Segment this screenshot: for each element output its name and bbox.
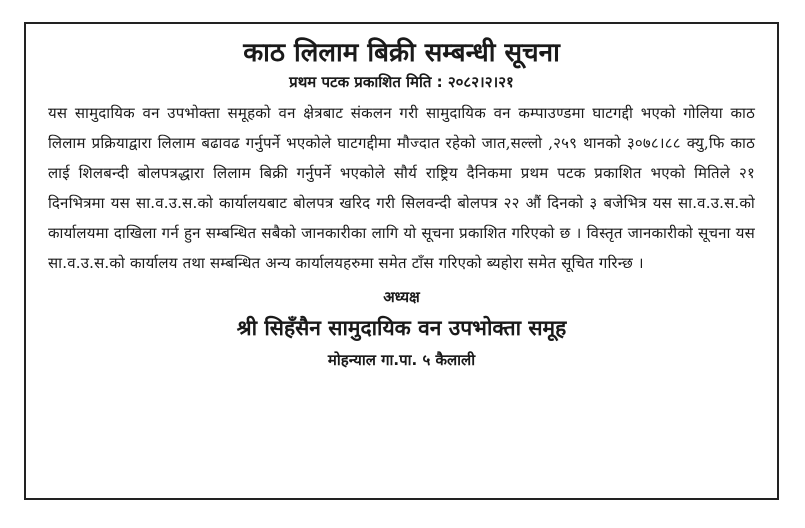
notice-title: काठ लिलाम बिक्री सम्बन्धी सूचना — [243, 38, 560, 68]
notice-body: यस सामुदायिक वन उपभोक्ता समूहको वन क्षेत्रबाट संकलन गरी सामुदायिक वन कम्पाउण्डमा घाटगद्दी भएको गोलिया काठ लिलाम प्रक्रियाद्वारा लिलाम बढावढ गर्नुपर्ने भएकोले घाटगद्दीमा मौज्दात रहेको जात,सल्लो ,२५९ थानको ३०७८।८८ क्यु,फि काठ लाई शिलबन्दी बोलपत्रद्धारा लिलाम बिक्री गर्नुपर्ने भएकोले सौर्य राष्ट्रिय दैनिकमा प्रथम पटक प्रकाशित भएको मितिले २१ दिनभित्रमा यस सा.व.उ.स.को कार्यालयबाट बोलपत्र खरिद गरी सिलवन्दी बोलपत्र २२ औं दिनको ३ बजेभित्र यस सा.व.उ.स.को कार्यालयमा दाखिला गर्न हुन सम्बन्धित सबैको जानकारीका लागि यो सूचना प्रकाशित गरिएको छ । विस्तृत जानकारीको सूचना यस सा.व.उ.स.को कार्यालय तथा सम्बन्धित अन्य कार्यालयहरुमा समेत टाँस गरिएको ब्यहोरा समेत सूचित गरिन्छ । — [48, 104, 755, 272]
organization-name: श्री सिहँसैन सामुदायिक वन उपभोक्ता समूह — [236, 316, 567, 340]
organization-address: मोहन्याल गा.पा. ५ कैलाली — [327, 351, 476, 369]
notice-box — [24, 22, 779, 500]
publication-date: प्रथम पटक प्रकाशित मिति : २०८२।२।२१ — [289, 73, 514, 91]
signatory-role: अध्यक्ष — [383, 288, 420, 306]
